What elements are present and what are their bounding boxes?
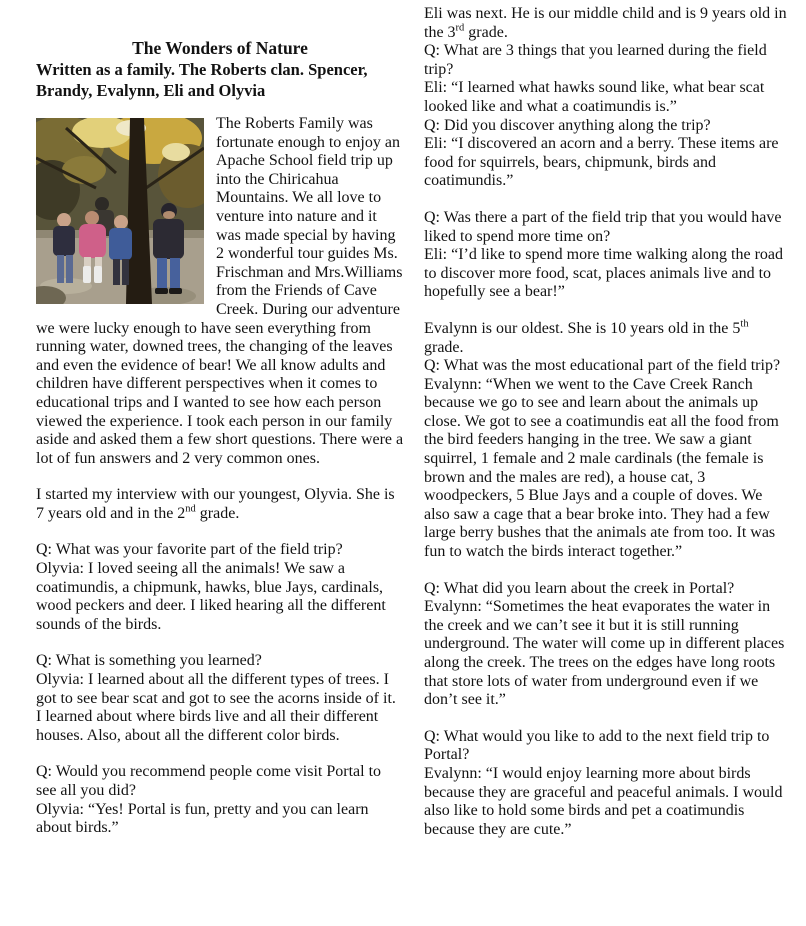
qa-answer: Evalynn: “I would enjoy learning more about birds because they are graceful and peaceful animals. I would also like to hold some birds and pet a coatimundis because they are cute.” <box>424 764 783 838</box>
ordinal-suffix: th <box>740 318 749 330</box>
evalynn-intro <box>424 320 792 357</box>
qa-answer: Eli: “I’d like to spend more time walking along the road to discover more food, scat, places animals live and to hopefully see a bear!” <box>424 246 784 301</box>
qa-answer: Eli: “I learned what hawks sound like, what bear scat looked like and what a coatimundis is.” <box>424 79 765 115</box>
qa-question: Q: What did you learn about the creek in Portal? <box>424 579 735 597</box>
qa-question: Q: What are 3 things that you learned during the field trip? <box>424 42 767 78</box>
family-photo <box>36 118 204 304</box>
intro-text: The Roberts Family was fortunate enough to enjoy an Apache School field trip up into the Chiricahua Mountains. We all love to venture into nature and it was made special by having 2 wonderful tour guides Ms. Frischman and Mrs.Williams from the Friends of Cave Creek. During our adventure we were lucky enough to have seen everything from running water, downed trees, the changing of the leaves and even the evidence of bear! We all know adults and children have different perspectives when it comes to educational trips and I wanted to see how each person viewed the experience. I took each person in our family aside and asked them a few short questions. There were a lot of fun answers and 2 very common ones. <box>36 115 404 467</box>
qa-answer: Olyvia: “Yes! Portal is fun, pretty and you can learn about birds.” <box>36 800 369 837</box>
eli-intro-text: Eli was next. He is our middle child and is 9 years old in the 3 <box>424 5 787 41</box>
qa-answer: Olyvia: I loved seeing all the animals! We saw a coatimundis, a chipmunk, hawks, blue Jays, cardinals, wood peckers and deer. I liked hearing all the different sounds of the birds. <box>36 560 386 633</box>
qa-question: Q: What was the most educational part of the field trip? <box>424 357 781 375</box>
ordinal-suffix: rd <box>455 22 465 34</box>
right-column <box>424 5 792 839</box>
qa-question: Q: Did you discover anything along the trip? <box>424 116 711 134</box>
qa-answer: Eli: “I discovered an acorn and a berry. These items are food for squirrels, bears, chipmunk, birds and coatimundis.” <box>424 135 779 190</box>
qa-question: Q: What was your favorite part of the field trip? <box>36 541 343 559</box>
evalynn-intro-text-end: grade. <box>424 338 464 356</box>
qa-answer: Olyvia: I learned about all the different types of trees. I got to see bear scat and got to see the acorns inside of it. I learned about where birds live and all their different houses. Also, about all the different color birds. <box>36 671 396 744</box>
article-title: The Wonders of Nature <box>132 38 308 58</box>
left-column <box>36 0 404 838</box>
intro-paragraph <box>36 115 404 468</box>
olyvia-intro <box>36 486 404 523</box>
article-byline: Written as a family. The Roberts clan. Spencer, Brandy, Evalynn, Eli and Olyvia <box>36 60 368 100</box>
qa-question: Q: Was there a part of the field trip that you would have liked to spend more time on? <box>424 208 782 245</box>
eli-intro-text-end: grade. <box>464 23 508 41</box>
qa-question: Q: Would you recommend people come visit Portal to see all you did? <box>36 763 382 799</box>
olyvia-intro-text: I started my interview with our youngest, Olyvia. She is 7 years old and in the 2 <box>36 486 395 522</box>
olyvia-intro-text-end: grade. <box>195 504 240 522</box>
qa-answer: Evalynn: “When we went to the Cave Creek Ranch because we go to see and learn about the animals up close. We got to see a coatimundis eat all the food from the bird feeders hanging in the tree. We saw a giant squirrel, 1 female and 2 male cardinals (the female is brown and the males are red), a house cat, 3 woodpeckers, 5 Blue Jays and a couple of doves. We also saw a cage that a bear broke into. They had a few large berry bushes that the animals ate from too. It was fun to watch the birds interact together.” <box>424 375 779 561</box>
eli-intro <box>424 5 792 42</box>
qa-question: Q: What is something you learned? <box>36 652 262 670</box>
qa-question: Q: What would you like to add to the next field trip to Portal? <box>424 727 770 764</box>
evalynn-intro-text: Evalynn is our oldest. She is 10 years old in the 5 <box>424 319 741 337</box>
qa-answer: Evalynn: “Sometimes the heat evaporates the water in the creek and we can’t see it but it is still running underground. The water will come up in different places along the creek. The trees on the edges have long roots that store lots of water from underground even if we don’t see it.” <box>424 598 785 709</box>
ordinal-suffix: nd <box>185 503 196 515</box>
